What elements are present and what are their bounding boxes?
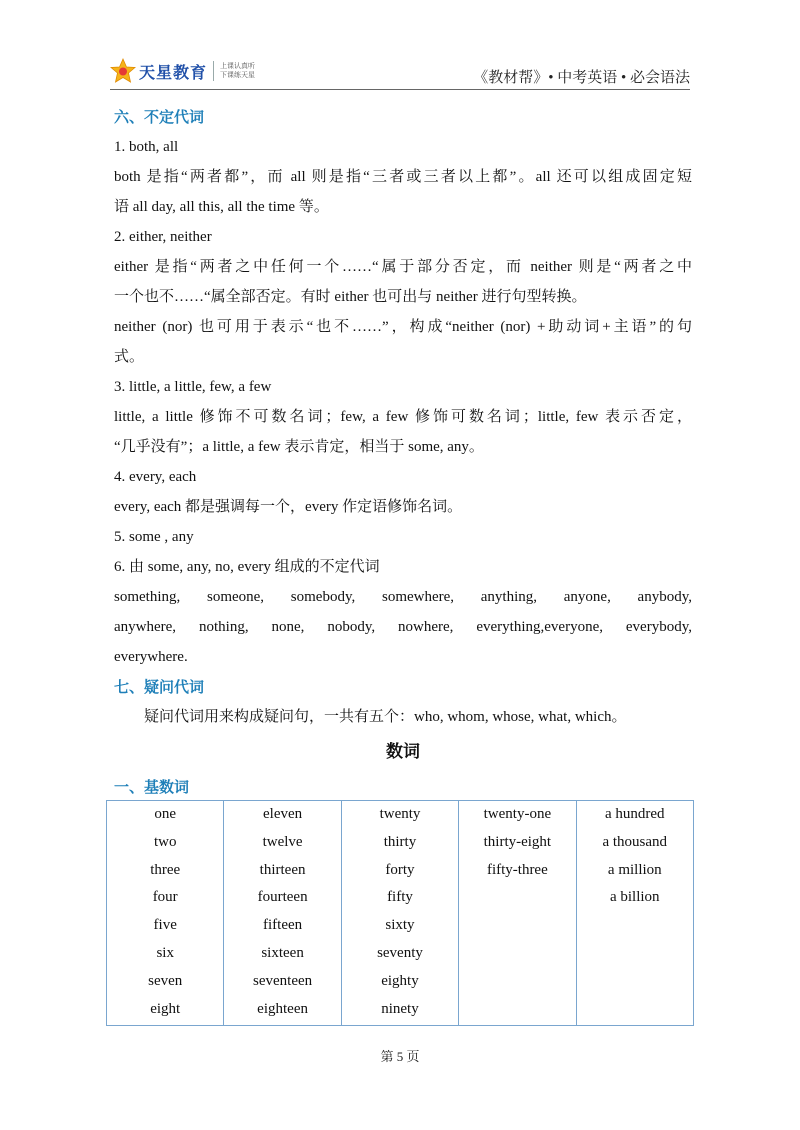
table-cell: a million xyxy=(607,861,662,878)
paragraph-line: 1. both, all xyxy=(114,139,179,155)
logo-text: 天星教育 xyxy=(139,62,208,82)
table-cell: fifty-three xyxy=(486,861,548,878)
section-heading: 一、基数词 xyxy=(114,778,190,796)
table-cell: two xyxy=(153,833,177,850)
table-cell: eight xyxy=(150,1000,181,1017)
table-cell: thirty-eight xyxy=(483,833,552,850)
table-cell: fifteen xyxy=(263,917,303,934)
page-number: 第 5 页 xyxy=(380,1049,420,1064)
paragraph-line: 4. every, each xyxy=(114,469,197,485)
paragraph-line: 6. 由 some, any, no, every 组成的不定代词 xyxy=(114,559,380,575)
paragraph-line: something, someone, somebody, somewhere, anything, anyone, anybody, xyxy=(114,589,692,605)
logo-divider xyxy=(213,61,214,81)
table-cell: five xyxy=(153,917,177,934)
table-cell: twenty xyxy=(379,806,421,822)
paragraph-line: either 是指“两者之中任何一个……“属于部分否定，而 neither 则是“两者之中 xyxy=(114,259,692,275)
table-cell: thirty xyxy=(383,833,417,850)
star-logo-icon xyxy=(110,58,136,84)
table-cell: twenty-one xyxy=(483,806,552,822)
table-column xyxy=(224,801,341,1026)
paragraph-line: 语 all day, all this, all the time 等。 xyxy=(114,199,329,215)
table-cell: seventeen xyxy=(253,972,313,989)
table-cell: a hundred xyxy=(605,806,665,822)
table-column xyxy=(576,801,693,1026)
table-cell: one xyxy=(154,806,177,822)
section-heading: 七、疑问代词 xyxy=(114,678,205,696)
table-cell: a thousand xyxy=(602,833,668,850)
table-column xyxy=(459,801,576,1026)
page-content xyxy=(114,102,692,802)
paragraph-line: both 是指“两者都”，而 all 则是指“三者或三者以上都”。all 还可以组成固定短 xyxy=(114,169,692,185)
paragraph-line: 式。 xyxy=(114,349,145,365)
paragraph-line: 2. either, neither xyxy=(114,229,212,245)
table-cell: six xyxy=(156,944,174,961)
table-cell: fifty xyxy=(387,889,413,906)
page-header xyxy=(110,54,690,94)
paragraph-line: 3. little, a little, few, a few xyxy=(114,379,272,395)
cardinal-numbers-table xyxy=(106,800,694,1026)
paragraph-line: every, each 都是强调每一个，every 作定语修饰名词。 xyxy=(114,499,463,515)
section-heading: 六、不定代词 xyxy=(114,108,205,126)
table-column xyxy=(341,801,458,1026)
paragraph-line: “几乎没有”；a little, a few 表示肯定，相当于 some, any。 xyxy=(114,439,484,455)
paragraph-line: 一个也不……“属全部否定。有时 either 也可出与 neither 进行句型转换。 xyxy=(114,289,587,305)
header-divider xyxy=(110,89,690,90)
logo-slogan xyxy=(220,62,255,80)
table-cell: eighteen xyxy=(257,1000,308,1017)
paragraph-line: everywhere. xyxy=(114,649,188,665)
slogan-line-1: 上课认真听 xyxy=(220,62,256,70)
brand-logo xyxy=(110,58,255,84)
table-cell: ninety xyxy=(381,1000,419,1017)
table-cell: four xyxy=(152,889,178,906)
paragraph-line: little, a little 修饰不可数名词；few, a few 修饰可数名词；little, few 表示否定， xyxy=(114,409,692,425)
paragraph-line: anywhere, nothing, none, nobody, nowhere, everything,everyone, everybody, xyxy=(114,619,692,635)
table-cell: three xyxy=(150,861,181,878)
table-cell: seven xyxy=(148,972,183,989)
paragraph-line: 5. some , any xyxy=(114,529,194,545)
table-cell: seventy xyxy=(377,944,423,961)
table-cell: sixty xyxy=(385,917,415,934)
table-cell: eleven xyxy=(263,806,303,822)
paragraph-line: 疑问代词用来构成疑问句，一共有五个：who, whom, whose, what, which。 xyxy=(144,709,627,725)
table-cell: eighty xyxy=(381,972,419,989)
table-cell: twelve xyxy=(262,833,303,850)
table-cell: fourteen xyxy=(257,889,308,906)
chapter-title: 数词 xyxy=(386,742,420,762)
table-cell: a billion xyxy=(609,889,660,906)
table-row xyxy=(107,801,694,1026)
header-title: 《教材帮》• 中考英语 • 必会语法 xyxy=(473,70,690,86)
slogan-line-2: 下课练天星 xyxy=(220,71,256,79)
paragraph-line: neither (nor) 也可用于表示“也不……”，构成“neither (nor) +助动词+主语”的句 xyxy=(114,319,692,335)
table-column xyxy=(107,801,224,1026)
table-cell: forty xyxy=(385,861,415,878)
table-cell: sixteen xyxy=(261,944,304,961)
table-cell: thirteen xyxy=(259,861,306,878)
